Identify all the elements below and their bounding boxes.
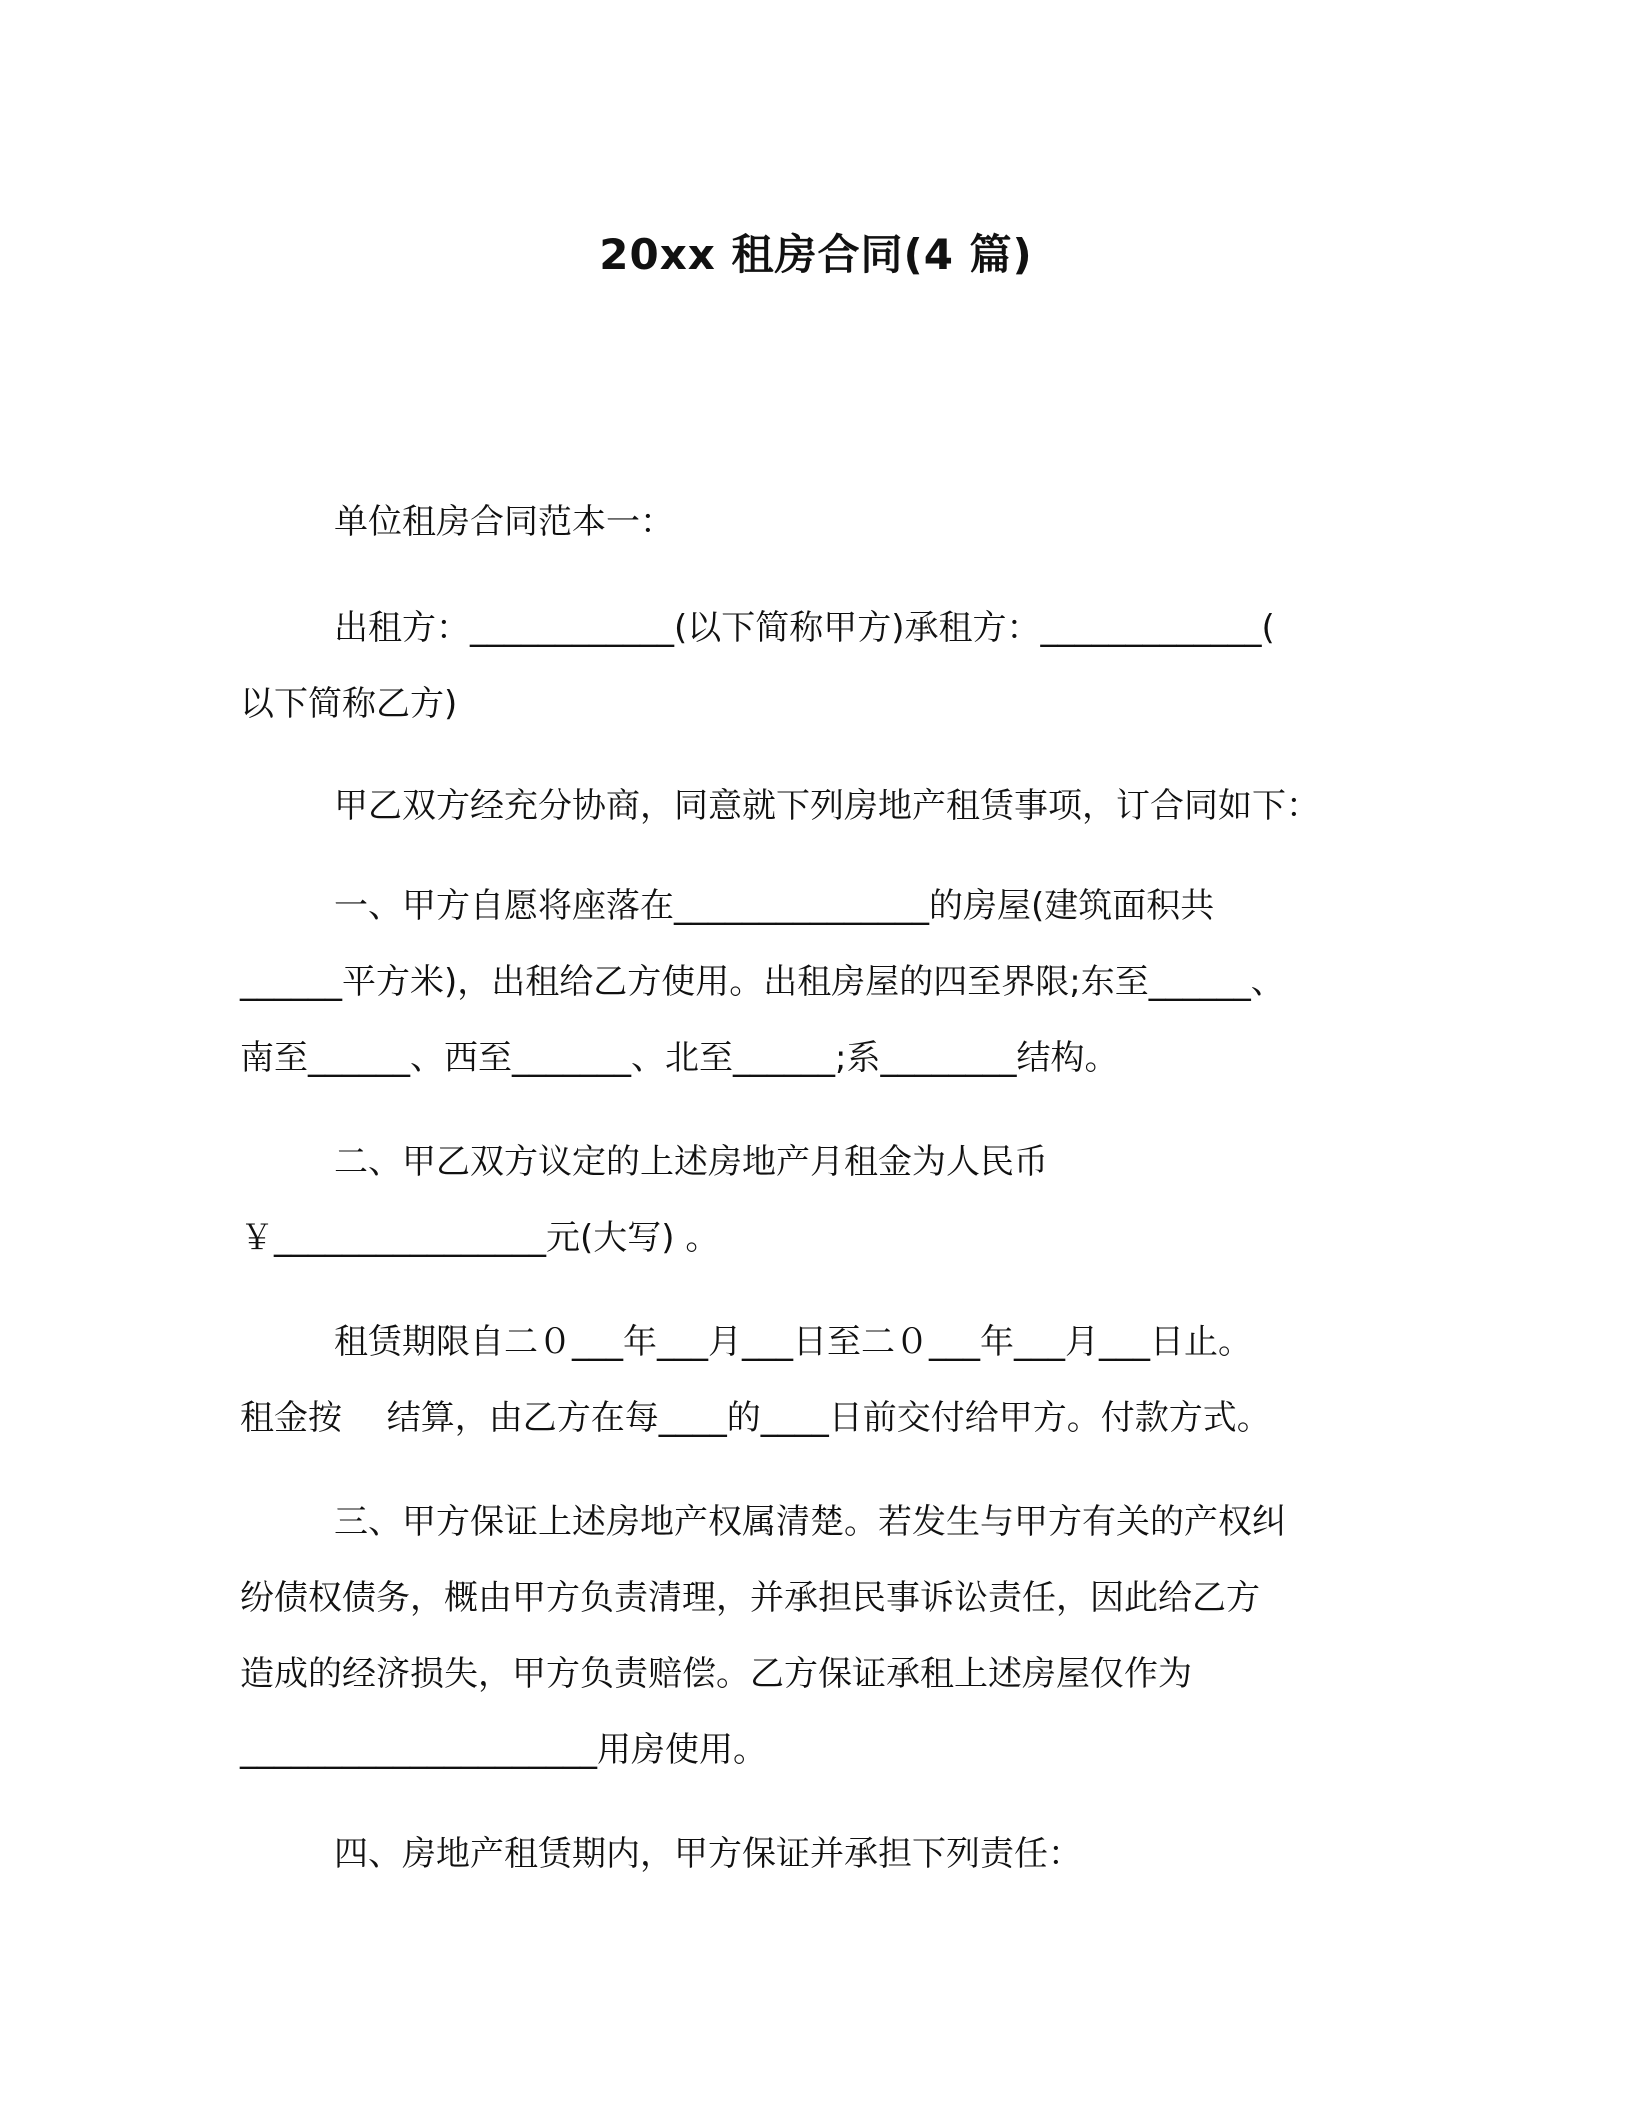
paragraph-section-heading <box>334 484 674 560</box>
paragraph-line: 造成的经济损失，甲方负责赔偿。乙方保证承租上述房屋仅作为 <box>240 1654 1192 1694</box>
paragraph-lease-term <box>334 1304 1252 1380</box>
paragraph-article-3-cont <box>240 1560 1260 1636</box>
paragraph-article-1-cont <box>240 1020 1118 1096</box>
paragraph-line: 甲乙双方经充分协商，同意就下列房地产租赁事项，订合同如下： <box>334 786 1320 826</box>
paragraph-line: 租赁期限自二０___年___月___日至二０___年___月___日止。 <box>334 1322 1252 1362</box>
paragraph-article-3-cont <box>240 1712 767 1788</box>
paragraph-article-1 <box>334 868 1214 944</box>
paragraph-line: 三、甲方保证上述房地产权属清楚。若发生与甲方有关的产权纠 <box>334 1502 1286 1542</box>
paragraph-line: 租金按 结算，由乙方在每____的____日前交付给甲方。付款方式。 <box>240 1398 1271 1438</box>
paragraph-article-4 <box>334 1816 1082 1892</box>
paragraph-line: 一、甲方自愿将座落在_______________的房屋(建筑面积共 <box>334 886 1215 926</box>
document-title: 20xx 租房合同(4 篇) <box>599 230 1033 279</box>
paragraph-lease-term-cont <box>240 1380 1271 1456</box>
paragraph-line: 四、房地产租赁期内，甲方保证并承担下列责任： <box>334 1834 1082 1874</box>
paragraph-article-1-cont <box>240 944 1285 1020</box>
paragraph-article-3 <box>334 1484 1286 1560</box>
paragraph-article-3-cont <box>240 1636 1192 1712</box>
paragraph-line: ￥________________元(大写) 。 <box>240 1218 720 1258</box>
paragraph-line: ______平方米)，出租给乙方使用。出租房屋的四至界限;东至______、 <box>240 962 1285 1002</box>
paragraph-parties <box>334 590 1275 666</box>
paragraph-line: 单位租房合同范本一： <box>334 502 674 542</box>
paragraph-line: 纷债权债务，概由甲方负责清理，并承担民事诉讼责任，因此给乙方 <box>240 1578 1260 1618</box>
paragraph-parties-cont <box>240 666 457 742</box>
paragraph-line: 二、甲乙双方议定的上述房地产月租金为人民币 <box>334 1142 1048 1182</box>
paragraph-agreement <box>334 768 1320 844</box>
paragraph-article-2-cont <box>240 1200 719 1276</box>
paragraph-line: _____________________用房使用。 <box>240 1730 767 1770</box>
paragraph-line: 出租方：____________(以下简称甲方)承租方：_____________( <box>334 608 1275 648</box>
paragraph-line: 南至______、西至_______、北至______;系________结构。 <box>240 1038 1119 1078</box>
paragraph-article-2 <box>334 1124 1048 1200</box>
paragraph-line: 以下简称乙方) <box>240 684 458 724</box>
